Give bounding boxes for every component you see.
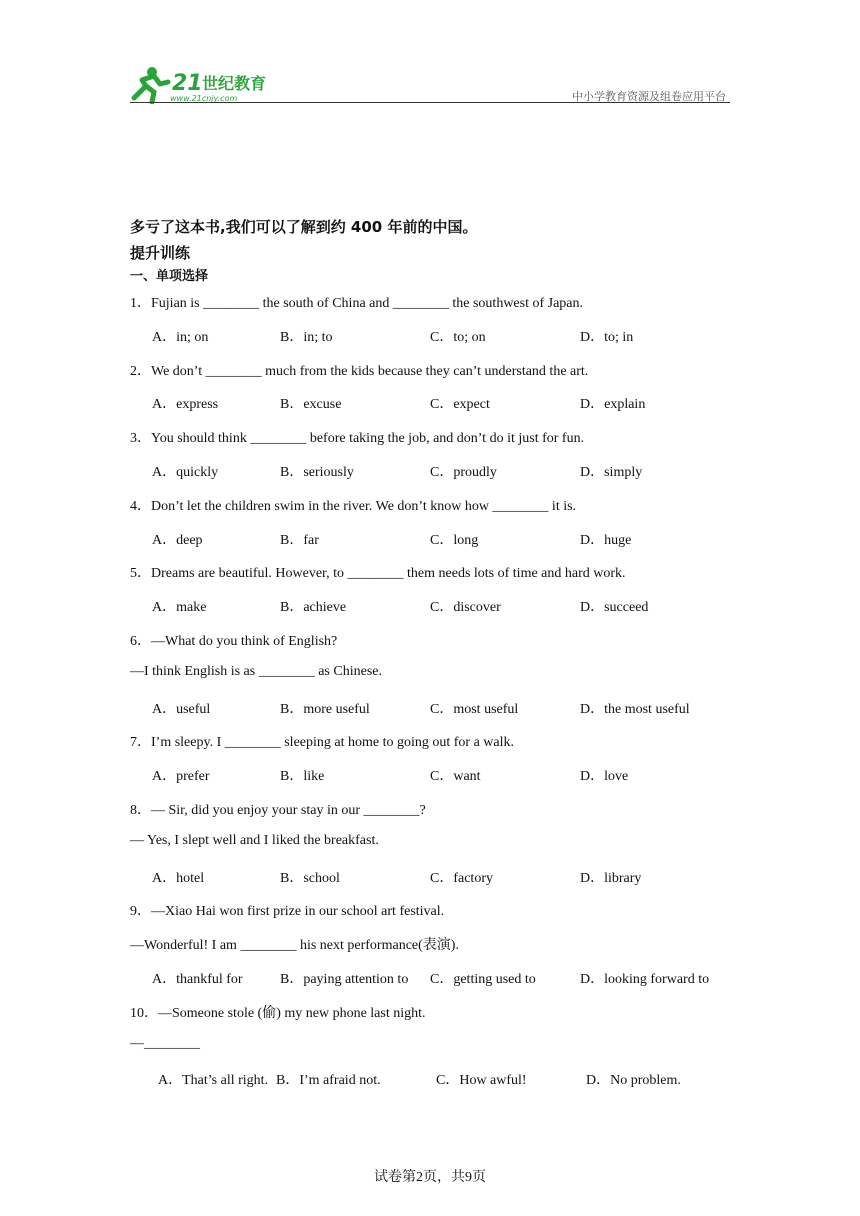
question-stem: 2．We don’t ________ much from the kids because they can’t understand the art. <box>130 363 589 379</box>
question-stem: 3．You should think ________ before taking the job, and don’t do it just for fun. <box>130 431 585 447</box>
question-stem: 5．Dreams are beautiful. However, to ________ them needs lots of time and hard work. <box>130 566 626 582</box>
question-stem: 6．—What do you think of English? <box>130 634 338 649</box>
answer-options <box>152 326 752 346</box>
option-b: B．I’m afraid not. <box>276 1073 381 1089</box>
question-dialogue-line: — Yes, I slept well and I liked the breakfast. <box>130 832 379 848</box>
question-dialogue-line: —Wonderful! I am ________ his next performance(表演). <box>130 938 459 954</box>
svg-text:21: 21 <box>172 71 203 96</box>
option-c: C．discover <box>430 600 501 616</box>
question-stem: 1．Fujian is ________ the south of China and ________ the southwest of Japan. <box>130 296 584 311</box>
platform-name: 中小学教育资源及组卷应用平台 <box>572 90 726 103</box>
option-c: C．most useful <box>430 701 519 717</box>
option-b: B．school <box>280 870 340 886</box>
option-b: B．more useful <box>280 701 370 717</box>
answer-options <box>158 1069 758 1089</box>
option-d: D．simply <box>580 465 643 480</box>
page-footer: 试卷第2页，共9页 <box>374 1170 486 1185</box>
option-a: A．hotel <box>152 870 205 886</box>
answer-options <box>152 968 752 988</box>
option-a: A．quickly <box>152 465 219 480</box>
option-d: D．succeed <box>580 600 649 616</box>
question-stem: 7．I’m sleepy. I ________ sleeping at home to going out for a walk. <box>130 735 515 751</box>
option-d: D．explain <box>580 397 646 413</box>
option-b: B．far <box>280 532 319 548</box>
option-c: C．proudly <box>430 465 497 480</box>
answer-options <box>152 596 752 616</box>
option-c: C．to; on <box>430 329 486 345</box>
header-divider <box>130 102 730 103</box>
option-d: D．library <box>580 870 642 886</box>
question-dialogue-line: —I think English is as ________ as Chinese. <box>130 663 382 679</box>
option-b: B．seriously <box>280 465 354 480</box>
answer-options <box>152 867 752 887</box>
svg-text:www.21cnjy.com: www.21cnjy.com <box>170 94 238 103</box>
answer-options <box>152 461 752 481</box>
question-dialogue-line: —________ <box>130 1035 200 1051</box>
option-d: D．huge <box>580 532 632 548</box>
option-a: A．express <box>152 397 219 413</box>
part-title: 一、单项选择 <box>130 269 209 284</box>
answer-options <box>152 529 752 549</box>
option-b: B．in; to <box>280 329 333 345</box>
option-b: B．excuse <box>280 397 342 413</box>
option-c: C．How awful! <box>436 1073 527 1089</box>
option-a: A．That’s all right. <box>158 1073 269 1089</box>
option-d: D．love <box>580 769 629 785</box>
option-a: A．useful <box>152 701 211 717</box>
option-b: B．paying attention to <box>280 972 409 987</box>
option-c: C．getting used to <box>430 972 536 987</box>
answer-options <box>152 765 752 785</box>
option-c: C．long <box>430 532 479 548</box>
intro-text: 多亏了这本书,我们可以了解到约 400 年前的中国。 <box>130 218 478 236</box>
runner-logo-icon <box>130 64 280 104</box>
option-a: A．make <box>152 600 207 616</box>
question-stem: 8．— Sir, did you enjoy your stay in our ________? <box>130 803 426 818</box>
question-stem: 9．—Xiao Hai won first prize in our school art festival. <box>130 904 445 920</box>
option-a: A．prefer <box>152 769 210 785</box>
question-stem: 10．—Someone stole (偷) my new phone last night. <box>130 1005 426 1021</box>
option-a: A．in; on <box>152 329 209 345</box>
option-d: D．looking forward to <box>580 972 710 987</box>
option-c: C．factory <box>430 870 493 886</box>
option-d: D．the most useful <box>580 701 690 717</box>
option-d: D．No problem. <box>586 1073 681 1089</box>
option-a: A．deep <box>152 532 203 548</box>
section-title: 提升训练 <box>130 244 191 262</box>
option-b: B．achieve <box>280 600 347 616</box>
option-a: A．thankful for <box>152 972 243 987</box>
svg-text:世纪教育: 世纪教育 <box>202 74 267 93</box>
answer-options <box>152 698 752 718</box>
option-d: D．to; in <box>580 329 634 345</box>
page-header <box>130 60 730 104</box>
option-c: C．want <box>430 769 481 785</box>
question-stem: 4．Don’t let the children swim in the river. We don’t know how ________ it is. <box>130 498 577 514</box>
option-c: C．expect <box>430 397 490 413</box>
option-b: B．like <box>280 769 325 785</box>
logo <box>130 64 280 104</box>
answer-options <box>152 393 752 413</box>
